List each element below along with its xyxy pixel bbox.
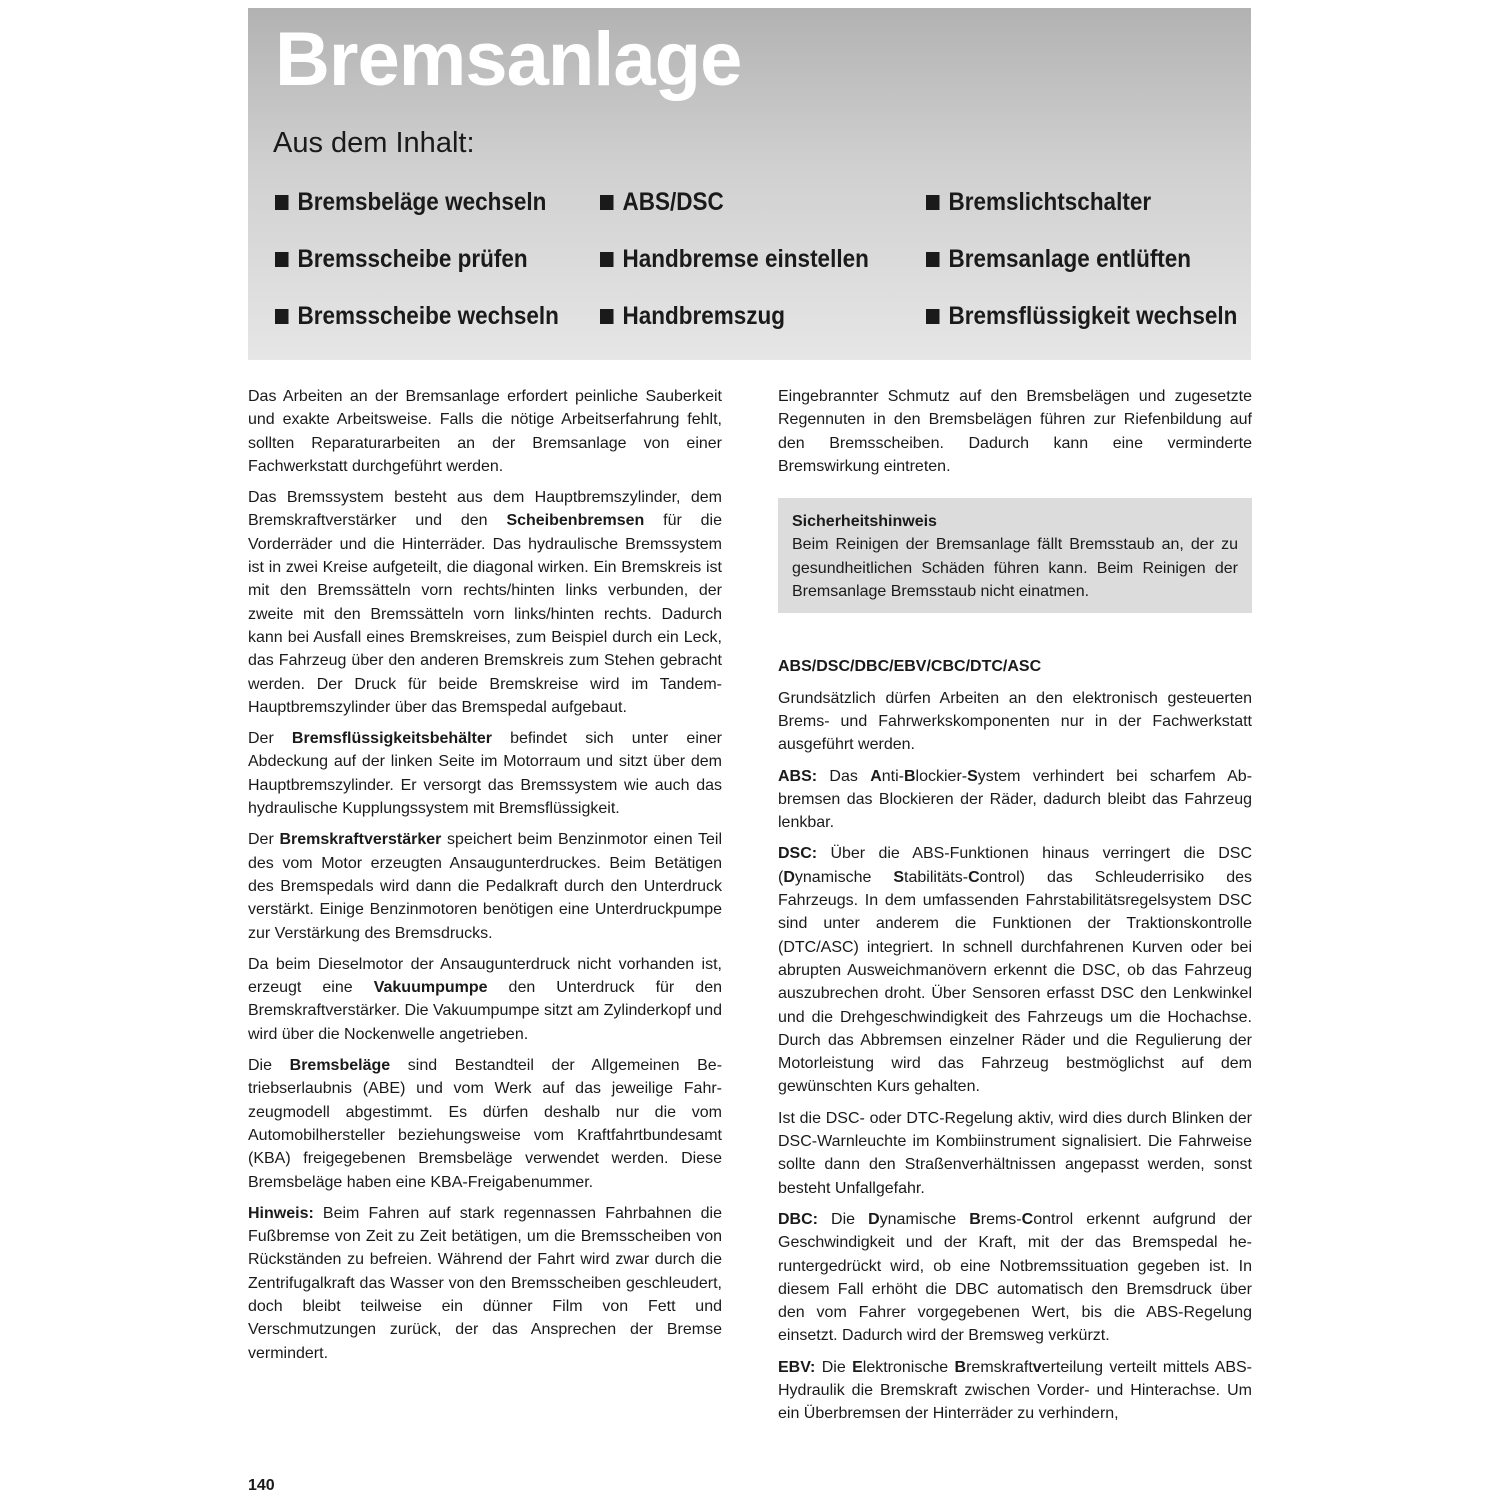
safety-note-box	[778, 498, 1252, 613]
paragraph	[778, 687, 1252, 757]
bullet-square-icon	[275, 195, 289, 210]
toc-item: Bremslichtschalter	[926, 188, 1151, 217]
text-run: Ist die DSC- oder DTC-Regelung aktiv, wird dies durch Blinken der DSC-Warnleuchte im Kombiinstrument signalisiert. Die Fahrweise sollte dann den Straßenverhältnissen angepasst werden, sonst besteht Unfallgefahr.	[778, 1109, 1252, 1197]
bold-text: DSC:	[778, 845, 818, 863]
text-run: Der	[248, 730, 292, 748]
bold-text: C	[1021, 1210, 1034, 1228]
toc-item: Bremsflüssigkeit wechseln	[926, 302, 1237, 331]
paragraph	[248, 1054, 722, 1194]
bold-text: E	[852, 1358, 863, 1376]
bullet-square-icon	[926, 252, 940, 267]
bold-text: D	[868, 1210, 880, 1228]
bold-text: B	[903, 767, 916, 785]
paragraph	[778, 1208, 1252, 1348]
paragraph	[778, 385, 1252, 478]
toc-item: Handbremse einstellen	[600, 245, 869, 274]
toc-item: Bremsbeläge wechseln	[275, 188, 546, 217]
bullet-square-icon	[600, 309, 614, 324]
bold-text: D	[783, 868, 795, 886]
bullet-square-icon	[275, 309, 289, 324]
paragraph	[248, 828, 722, 944]
contents-list	[275, 176, 1245, 348]
bullet-square-icon	[926, 309, 940, 324]
paragraph	[248, 385, 722, 478]
bold-text: B	[969, 1210, 981, 1228]
chapter-header	[248, 8, 1251, 360]
bold-text: S	[893, 868, 905, 886]
section-heading: ABS/DSC/DBC/EBV/CBC/DTC/ASC	[778, 658, 1042, 676]
text-run: Eingebrannter Schmutz auf den Bremsbelägen und zugesetzte Regennuten in den Bremsbelägen führen zur Riefenbildung auf den Bremsscheiben. Dadurch kann eine verminderte Bremswirkung eintreten.	[778, 388, 1252, 475]
chapter-title: Bremsanlage	[275, 17, 742, 102]
text-run: ontrol) das Schleuderrisiko des Fahrzeugs. In dem umfassenden Fahrstabilitätsregelsystem DSC sind unter anderem die Funktionen der Traktionskontrolle (DTC/ASC) integriert. In schnell durchfahrenen Kurven oder bei abrupten Ausweichmanövern erkennt die DSC, ob das Fahrzeug auszubrechen droht. Über Sensoren erfasst DSC den Lenkwinkel und die Drehgeschwindigkeit des Fahrzeugs um die Hochachse. Durch das Abbremsen einzelner Räder und die Regulierung der Motorleistung wird das Fahrzeug bestmöglichst auf dem gewünschten Kurs gehalten.	[778, 868, 1252, 1096]
paragraph	[778, 1107, 1252, 1200]
text-run: Da beim Dieselmotor der Ansaugunterdruck nicht vorhanden ist, erzeugt eine	[248, 955, 722, 997]
text-run: Grundsätzlich dürfen Arbeiten an den elektronisch gesteuerten Brems- und Fahrwerkskomponenten nur in der Fachwerkstatt ausgeführt werden.	[778, 689, 1252, 754]
bold-text: C	[968, 868, 980, 886]
text-run: ystem verhindert bei scharfem Abbremsen das Blockieren der Räder, dadurch bleibt das Fahrzeug lenkbar.	[778, 767, 1253, 832]
safety-note-text: Beim Reinigen der Bremsanlage fällt Bremsstaub an, der zu gesundheitlichen Schäden führen kann. Beim Reinigen der Bremsanlage Bremsstaub nicht einatmen.	[792, 536, 1238, 601]
bullet-square-icon	[926, 195, 940, 210]
paragraph	[248, 727, 722, 820]
text-run: speichert beim Benzinmotor einen Teil des vom Motor erzeugten Ansaugunterdruckes. Beim Betätigen des Bremspedals wird dann die Pedalkraft durch den Unterdruck verstärkt. Einige Benzinmotoren benötigen eine Unterdruckpumpe zur Verstärkung des Bremsdrucks.	[248, 831, 722, 942]
text-run: Das Arbeiten an der Bremsanlage erfordert peinliche Sauberkeit und exakte Arbeitsweise. Falls die nötige Arbeitserfahrung fehlt, sollten Reparaturarbeiten an der Bremsanlage von einer Fachwerkstatt durchgeführt werden.	[248, 388, 722, 475]
text-run: tabilitäts-	[904, 868, 969, 886]
text-run: Beim Fahren auf stark regennassen Fahrbahnen die Fußbremse von Zeit zu Zeit betätigen, um die Bremsscheiben von Rückständen zu befreien. Während der Fahrt wird zwar durch die Zentrifugalkraft das Wasser von den Bremsscheiben geschleudert, doch bleibt teilweise ein dünner Film von Fett und Verschmutzungen zurück, der das Ansprechen der Bremse vermindert.	[248, 1204, 722, 1362]
text-run: Die	[818, 1210, 869, 1228]
toc-item: Bremsscheibe prüfen	[275, 245, 528, 274]
toc-item: Bremsanlage entlüften	[926, 245, 1191, 274]
text-run: Das Bremssystem besteht aus dem Hauptbremszylinder, dem Bremskraftverstärker und den	[248, 489, 722, 530]
text-run: ynamische	[794, 868, 894, 886]
text-run: Über die ABS-Funktionen hinaus verringert die DSC (	[778, 845, 1252, 886]
paragraph	[248, 486, 722, 719]
text-run: Der	[248, 831, 280, 849]
bold-text: ABS:	[778, 767, 818, 785]
text-run: ynamische	[879, 1210, 970, 1228]
bold-text: Hinweis:	[248, 1204, 314, 1222]
text-run: remskraft	[966, 1358, 1033, 1376]
bold-text: S	[967, 767, 978, 785]
text-run: den Unterdruck für den Bremskraftverstärker. Die Vakuumpumpe sitzt am Zylinderkopf und wird über die Nockenwelle angetrieben.	[248, 979, 722, 1043]
text-run: lockier-	[915, 767, 968, 785]
bold-text: Scheibenbremsen	[506, 512, 645, 530]
bold-text: EBV:	[778, 1358, 816, 1376]
paragraph	[248, 953, 722, 1046]
bullet-square-icon	[275, 252, 289, 267]
text-run: ontrol erkennt aufgrund der Geschwindigkeit und der Kraft, mit der das Bremspedal heruntergedrückt wird, ob eine Notbremssituation gegeben ist. In diesem Fall erhöht die DBC automatisch den Bremsdruck über den vom Fahrer vorgegebenen Wert, bis die ABS-Regelung einsetzt. Dadurch wird der Bremsweg verkürzt.	[778, 1210, 1253, 1345]
bold-text: Bremsflüssigkeitsbehälter	[291, 730, 492, 748]
toc-item: Bremsscheibe wechseln	[275, 302, 559, 331]
page-number: 140	[248, 1477, 275, 1494]
paragraph	[778, 765, 1252, 835]
paragraph	[778, 1356, 1252, 1426]
left-column	[248, 385, 722, 1373]
bold-text: DBC:	[778, 1210, 818, 1228]
text-run: Das	[817, 767, 871, 785]
contents-heading: Aus dem Inhalt:	[273, 127, 475, 159]
paragraph	[778, 842, 1252, 1098]
text-run: erteilung verteilt mittels ABS-Hydraulik die Bremskraft zwischen Vorder- und Hinterachse. Um ein Überbremsen der Hinterräder zu verhindern,	[778, 1358, 1252, 1423]
bullet-square-icon	[600, 195, 614, 210]
text-run: nti-	[881, 767, 904, 785]
bold-text: Bremskraftverstärker	[279, 831, 442, 849]
text-run: lektronische	[862, 1358, 955, 1376]
bold-text: A	[870, 767, 882, 785]
paragraph	[248, 1202, 722, 1365]
bold-text: Vakuumpumpe	[373, 979, 488, 997]
text-run: befindet sich unter einer Abdeckung auf der linken Seite im Motorraum und sitzt über dem Hauptbremszylinder. Er versorgt das Bremssystem wie auch das hydraulische Kupplungssystem mit Bremsflüssigkeit.	[248, 730, 722, 818]
text-run: Die	[248, 1057, 290, 1075]
text-run: für die Vorderräder und die Hinterräder. Das hydraulische Bremssystem ist in zwei Kreise aufgeteilt, die diagonal wirken. Ein Bremskreis ist mit den Bremssätteln vorn rechts/hinten links verbunden, der zweite mit den Bremssätteln vorn links/hinten rechts. Dadurch kann bei Ausfall eines Bremskreises, zum Beispiel durch ein Leck, das Fahrzeug über den anderen Bremskreis zum Stehen gebracht werden. Der Druck für beide Bremskreise wird im Tandem-Hauptbremszylinder über das Bremspedal aufgebaut.	[248, 512, 722, 716]
toc-item: Handbremszug	[600, 302, 785, 331]
text-run: sind Bestandteil der Allgemeinen Betriebserlaubnis (ABE) und vom Werk auf das jeweilige Fahrzeugmodell abgestimmt. Es dürfen deshalb nur die vom Automobilhersteller beziehungsweise vom Kraftfahrtbundesamt (KBA) freigegebenen Bremsbeläge verwendet werden. Diese Bremsbeläge haben eine KBA-Freigabenummer.	[248, 1057, 723, 1191]
right-column	[778, 385, 1252, 1434]
text-run: Die	[815, 1358, 853, 1376]
bold-text: B	[954, 1358, 967, 1376]
bullet-square-icon	[600, 252, 614, 267]
safety-note-title: Sicherheitshinweis	[792, 513, 937, 531]
toc-item: ABS/DSC	[600, 188, 724, 217]
text-run: rems-	[980, 1210, 1022, 1228]
bold-text: Bremsbeläge	[289, 1057, 391, 1075]
bold-text: v	[1032, 1358, 1042, 1376]
